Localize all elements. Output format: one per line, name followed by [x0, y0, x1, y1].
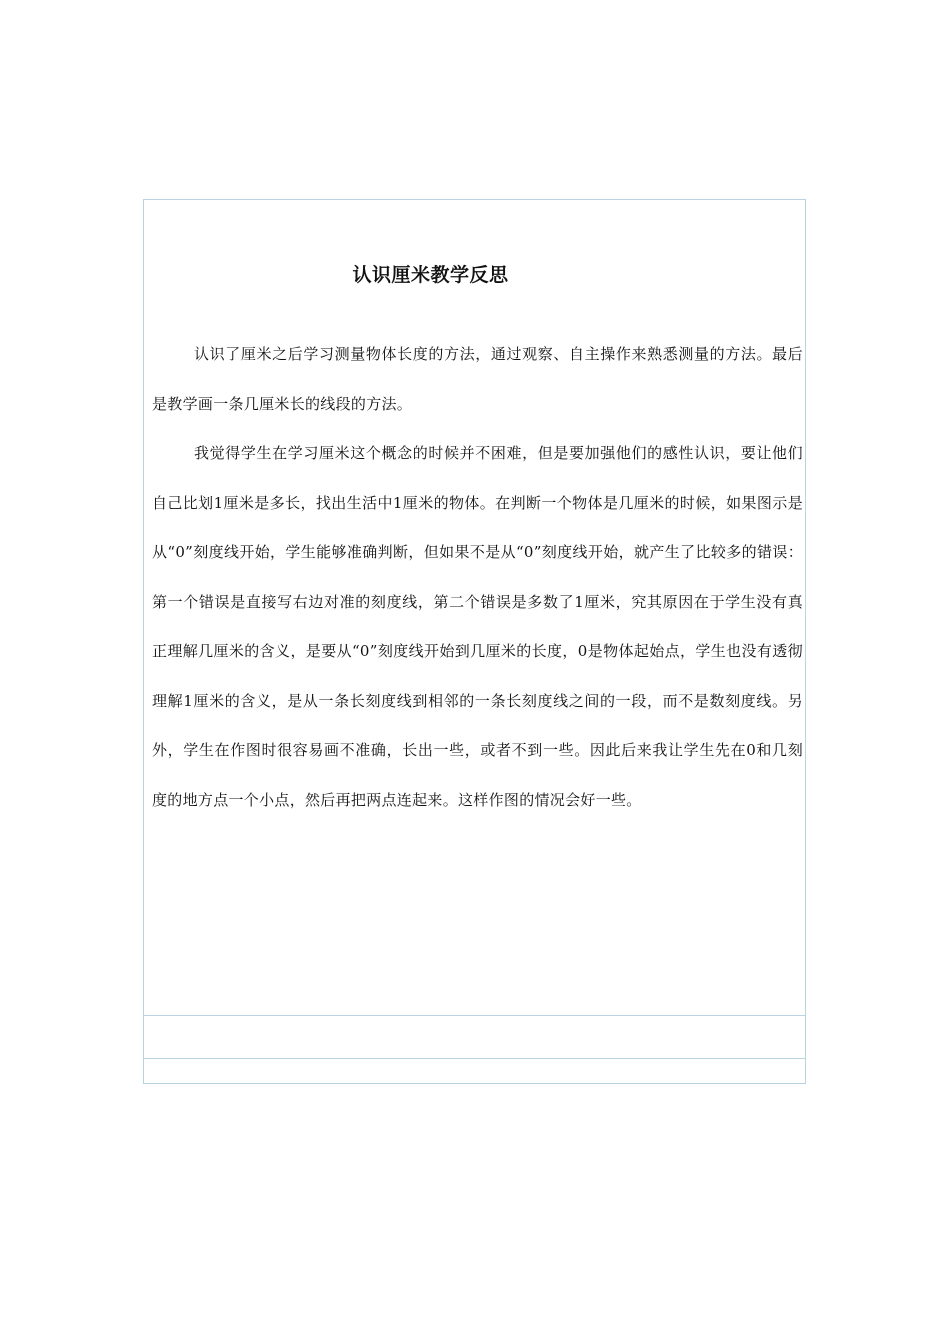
empty-table-row — [144, 1059, 805, 1083]
content-cell — [144, 200, 805, 1016]
paragraph-1: 认识了厘米之后学习测量物体长度的方法，通过观察、自主操作来熟悉测量的方法。最后是教学画一条几厘米长的线段的方法。 — [152, 345, 803, 413]
empty-table-row — [144, 1016, 805, 1059]
document-title: 认识厘米教学反思 — [352, 264, 509, 286]
document-table — [143, 199, 806, 1084]
paragraph-2: 我觉得学生在学习厘米这个概念的时候并不困难，但是要加强他们的感性认识，要让他们自己比划1厘米是多长，找出生活中1厘米的物体。在判断一个物体是几厘米的时候，如果图示是从“0”刻度线开始，学生能够准确判断，但如果不是从“0”刻度线开始，就产生了比较多的错误：第一个错误是直接写右边对准的刻度线，第二个错误是多数了1厘米，究其原因在于学生没有真正理解几厘米的含义，是要从“0”刻度线开始到几厘米的长度，0是物体起始点，学生也没有透彻理解1厘米的含义，是从一条长刻度线到相邻的一条长刻度线之间的一段，而不是数刻度线。另外，学生在作图时很容易画不准确，长出一些，或者不到一些。因此后来我让学生先在0和几刻度的地方点一个小点，然后再把两点连起来。这样作图的情况会好一些。 — [152, 444, 803, 809]
document-body — [152, 330, 803, 825]
